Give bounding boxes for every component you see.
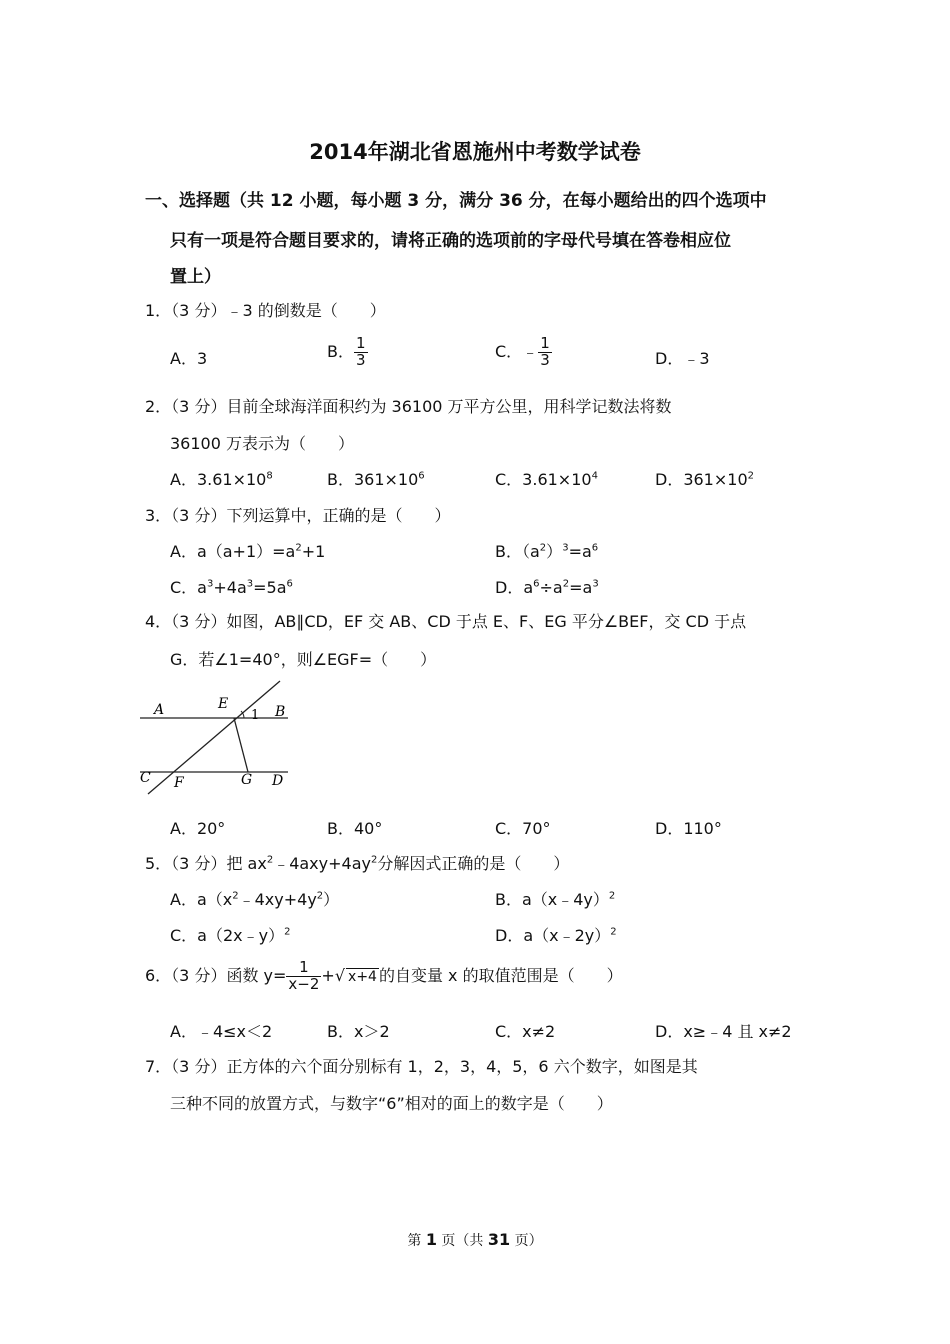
q2-option-d: D．$361\times 10^2$ <box>655 470 755 489</box>
q1-stem: 1．（3 分）﹣3 的倒数是（ ） <box>145 301 386 320</box>
section-heading-line2: 只有一项是符合题目要求的，请将正确的选项前的字母代号填在答卷相应位 <box>170 231 731 251</box>
q7-stem-line1: 7．（3 分）正方体的六个面分别标有 1，2，3，4，5，6 六个数字，如图是其 <box>145 1057 698 1076</box>
q5-option-b: B．a（x﹣4y）$^2$ <box>495 890 616 909</box>
q1-fraction-b: $\frac{1}{3}$ <box>355 334 366 369</box>
q4-option-c: C．70° <box>495 819 551 838</box>
q6-stem: 6．（3 分）函数 y= $\frac{1}{x-2}$ +√ x+4 的自变量 x 的取值范围是（ ） <box>145 958 623 993</box>
q6-option-c: C．x≠2 <box>495 1022 556 1041</box>
page-number: 1 <box>425 1230 437 1249</box>
q3-option-d: D．$a^6\div a^2=a^3$ <box>495 578 599 597</box>
page-footer: 第 1 页（共 31 页） <box>407 1230 543 1249</box>
q4-option-a: A．20° <box>170 819 226 838</box>
q2-option-a: A．$3.61\times 10^8$ <box>170 470 273 489</box>
q5-option-a: A．$a(x^2﹣4xy+4y^2)$ <box>170 890 340 909</box>
section-heading-line1: 一、选择题（共 12 小题，每小题 3 分，满分 36 分，在每小题给出的四个选项中 <box>145 191 767 211</box>
q2-option-c: C．$3.61\times 10^4$ <box>495 470 598 489</box>
label-angle-1: 1 <box>251 708 260 723</box>
section-heading-line3: 置上） <box>170 267 221 287</box>
label-e: E <box>218 696 229 712</box>
q5-stem: 5．（3 分）把 $ax^2﹣4axy+4ay^2$分解因式正确的是（ ） <box>145 854 570 873</box>
q5-option-d: D．a（x﹣2y）$^2$ <box>495 926 617 945</box>
q6-option-d: D．x≥﹣4 且 x≠2 <box>655 1022 792 1041</box>
line-eg <box>234 718 248 772</box>
q1-option-c: C．﹣ $\frac{1}{3}$ <box>495 334 550 369</box>
label-a: A <box>154 702 165 718</box>
label-b: B <box>275 704 286 720</box>
line-ef <box>148 681 280 794</box>
label-g: G <box>241 772 253 788</box>
q3-option-c: C．$a^3+4a^3=5a^6$ <box>170 578 293 597</box>
label-f: F <box>174 775 184 791</box>
label-d: D <box>272 773 284 789</box>
q2-option-b: B．$361\times 10^6$ <box>327 470 425 489</box>
page-title: 2014年湖北省恩施州中考数学试卷 <box>309 140 641 164</box>
q6-sqrt-arg: x+4 <box>348 968 377 985</box>
label-c: C <box>140 770 151 786</box>
q4-stem-line2: G．若∠1=40°，则∠EGF=（ ） <box>170 650 437 669</box>
q4-option-d: D．110° <box>655 819 722 838</box>
q2-stem-line2: 36100 万表示为（ ） <box>170 434 354 453</box>
q3-stem: 3．（3 分）下列运算中，正确的是（ ） <box>145 506 451 525</box>
q6-option-b: B．x＞2 <box>327 1022 390 1041</box>
page-total: 31 <box>487 1230 511 1249</box>
q1-option-d: D．﹣3 <box>655 349 710 368</box>
q4-geometry-figure <box>138 678 293 798</box>
q7-stem-line2: 三种不同的放置方式，与数字“6”相对的面上的数字是（ ） <box>170 1094 613 1113</box>
sqrt-icon: √ <box>334 965 346 985</box>
q1-option-b: B． $\frac{1}{3}$ <box>327 334 366 369</box>
q1-option-a: A．3 <box>170 349 208 368</box>
q5-option-c: C．a（2x﹣y）$^2$ <box>170 926 291 945</box>
q2-stem-line1: 2．（3 分）目前全球海洋面积约为 36100 万平方公里，用科学记数法将数 <box>145 397 672 416</box>
q6-fraction: $\frac{1}{x-2}$ <box>288 958 320 993</box>
q4-option-b: B．40° <box>327 819 383 838</box>
q4-stem-line1: 4．（3 分）如图，AB∥CD，EF 交 AB、CD 于点 E、F、EG 平分∠BEF，交 CD 于点 <box>145 612 747 631</box>
q1-fraction-c: $\frac{1}{3}$ <box>540 334 550 369</box>
q3-option-b: B．$(a^2)^3=a^6$ <box>495 542 599 561</box>
q6-option-a: A．﹣4≤x＜2 <box>170 1022 273 1041</box>
q3-option-a: A．$a(a+1)=a^2+1$ <box>170 542 326 561</box>
